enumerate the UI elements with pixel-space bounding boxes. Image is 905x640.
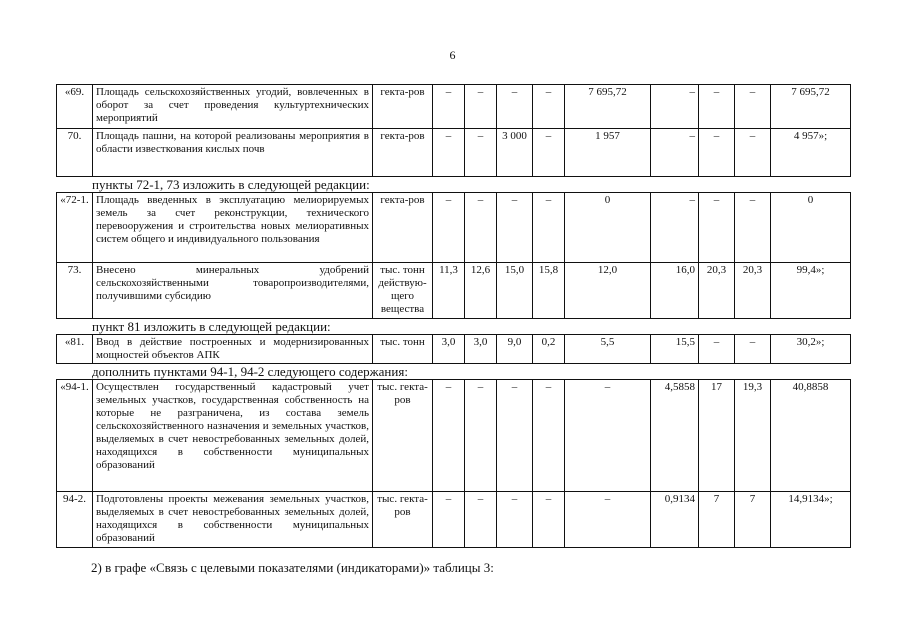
year-value-cell: – — [497, 492, 533, 548]
year-value-cell: 7 — [735, 492, 771, 548]
indicator-table-block1 — [56, 84, 851, 177]
year-value-cell: – — [433, 380, 465, 492]
year-value-cell: 9,0 — [497, 335, 533, 364]
year-value-cell: – — [533, 193, 565, 263]
year-value-cell: – — [465, 193, 497, 263]
indicator-name-cell: Внесено минеральных удобрений сельскохозяйственными товаропроизводителями, получившими субсидию — [93, 263, 373, 319]
row-number-cell: «94-1. — [57, 380, 93, 492]
year-value-cell: – — [651, 129, 699, 177]
indicator-table-block3 — [56, 334, 851, 364]
total-value-cell: 40,8858 — [771, 380, 851, 492]
year-value-cell: 12,0 — [565, 263, 651, 319]
year-value-cell: 3,0 — [433, 335, 465, 364]
total-value-cell: 7 695,72 — [771, 85, 851, 129]
year-value-cell: – — [465, 492, 497, 548]
total-value-cell: 99,4»; — [771, 263, 851, 319]
year-value-cell: 16,0 — [651, 263, 699, 319]
row-number-cell: 70. — [57, 129, 93, 177]
year-value-cell: 12,6 — [465, 263, 497, 319]
row-number-cell: 94-2. — [57, 492, 93, 548]
row-number-cell: «72-1. — [57, 193, 93, 263]
year-value-cell: – — [433, 85, 465, 129]
year-value-cell: – — [465, 85, 497, 129]
table-row — [57, 193, 851, 263]
year-value-cell: – — [651, 193, 699, 263]
year-value-cell: – — [533, 492, 565, 548]
year-value-cell: – — [533, 380, 565, 492]
year-value-cell: 5,5 — [565, 335, 651, 364]
year-value-cell: – — [533, 129, 565, 177]
year-value-cell: 0,9134 — [651, 492, 699, 548]
year-value-cell: 17 — [699, 380, 735, 492]
year-value-cell: 4,5858 — [651, 380, 699, 492]
year-value-cell: – — [433, 193, 465, 263]
year-value-cell: – — [533, 85, 565, 129]
table-row — [57, 492, 851, 548]
total-value-cell: 14,9134»; — [771, 492, 851, 548]
year-value-cell: – — [465, 129, 497, 177]
indicator-table-block4 — [56, 379, 851, 548]
year-value-cell: – — [735, 193, 771, 263]
year-value-cell: 20,3 — [735, 263, 771, 319]
indicator-name-cell: Площадь сельскохозяйственных угодий, вовлеченных в оборот за счет проведения культуртехнических мероприятий — [93, 85, 373, 129]
table-row — [57, 335, 851, 364]
total-value-cell: 0 — [771, 193, 851, 263]
total-value-cell: 4 957»; — [771, 129, 851, 177]
indicator-name-cell: Осуществлен государственный кадастровый учет земельных участков, государственная собственность на которые не разграничена, из состава земель сельскохозяйственного назначения и земельных участков, выделяемых в счет невостребованных земельных долей, находящихся в собственности муниципальных образований — [93, 380, 373, 492]
page-number: 6 — [449, 48, 456, 62]
year-value-cell: – — [497, 380, 533, 492]
year-value-cell: – — [699, 129, 735, 177]
year-value-cell: 1 957 — [565, 129, 651, 177]
instruction-text-3: дополнить пунктами 94-1, 94-2 следующего содержания: — [92, 364, 408, 379]
year-value-cell: – — [735, 129, 771, 177]
unit-cell: гекта-ров — [373, 193, 433, 263]
table-row — [57, 380, 851, 492]
year-value-cell: – — [433, 492, 465, 548]
year-value-cell: 15,0 — [497, 263, 533, 319]
unit-cell: тыс. тонн действую-щего вещества — [373, 263, 433, 319]
year-value-cell: – — [699, 85, 735, 129]
unit-cell: тыс. тонн — [373, 335, 433, 364]
year-value-cell: – — [651, 85, 699, 129]
instruction-text-1: пункты 72-1, 73 изложить в следующей редакции: — [92, 177, 370, 192]
year-value-cell: 0,2 — [533, 335, 565, 364]
year-value-cell: – — [565, 380, 651, 492]
indicator-name-cell: Ввод в действие построенных и модернизированных мощностей объектов АПК — [93, 335, 373, 364]
year-value-cell: 19,3 — [735, 380, 771, 492]
row-number-cell: 73. — [57, 263, 93, 319]
year-value-cell: 20,3 — [699, 263, 735, 319]
row-number-cell: «81. — [57, 335, 93, 364]
indicator-table-block2 — [56, 192, 851, 319]
year-value-cell: 15,8 — [533, 263, 565, 319]
year-value-cell: – — [497, 193, 533, 263]
unit-cell: тыс. гекта-ров — [373, 380, 433, 492]
total-value-cell: 30,2»; — [771, 335, 851, 364]
unit-cell: гекта-ров — [373, 85, 433, 129]
year-value-cell: – — [565, 492, 651, 548]
year-value-cell: – — [433, 129, 465, 177]
year-value-cell: 3,0 — [465, 335, 497, 364]
year-value-cell: 0 — [565, 193, 651, 263]
year-value-cell: – — [465, 380, 497, 492]
year-value-cell: – — [699, 335, 735, 364]
year-value-cell: – — [735, 85, 771, 129]
indicator-name-cell: Подготовлены проекты межевания земельных участков, выделяемых в счет невостребованных земельных долей, находящихся в собственности муниципальных образований — [93, 492, 373, 548]
document-body — [56, 84, 844, 548]
instruction-text-2: пункт 81 изложить в следующей редакции: — [92, 319, 331, 334]
year-value-cell: – — [735, 335, 771, 364]
year-value-cell: 3 000 — [497, 129, 533, 177]
table-row — [57, 129, 851, 177]
unit-cell: тыс. гекта-ров — [373, 492, 433, 548]
year-value-cell: 7 — [699, 492, 735, 548]
year-value-cell: – — [497, 85, 533, 129]
footer-text: 2) в графе «Связь с целевыми показателями (индикаторами)» таблицы 3: — [91, 560, 494, 575]
table-row — [57, 85, 851, 129]
indicator-name-cell: Площадь пашни, на которой реализованы мероприятия в области известкования кислых почв — [93, 129, 373, 177]
indicator-name-cell: Площадь введенных в эксплуатацию мелиорируемых земель за счет реконструкции, технического перевооружения и строительства новых мелиоративных систем общего и индивидуального пользования — [93, 193, 373, 263]
row-number-cell: «69. — [57, 85, 93, 129]
year-value-cell: – — [699, 193, 735, 263]
year-value-cell: 11,3 — [433, 263, 465, 319]
table-row — [57, 263, 851, 319]
unit-cell: гекта-ров — [373, 129, 433, 177]
year-value-cell: 15,5 — [651, 335, 699, 364]
year-value-cell: 7 695,72 — [565, 85, 651, 129]
